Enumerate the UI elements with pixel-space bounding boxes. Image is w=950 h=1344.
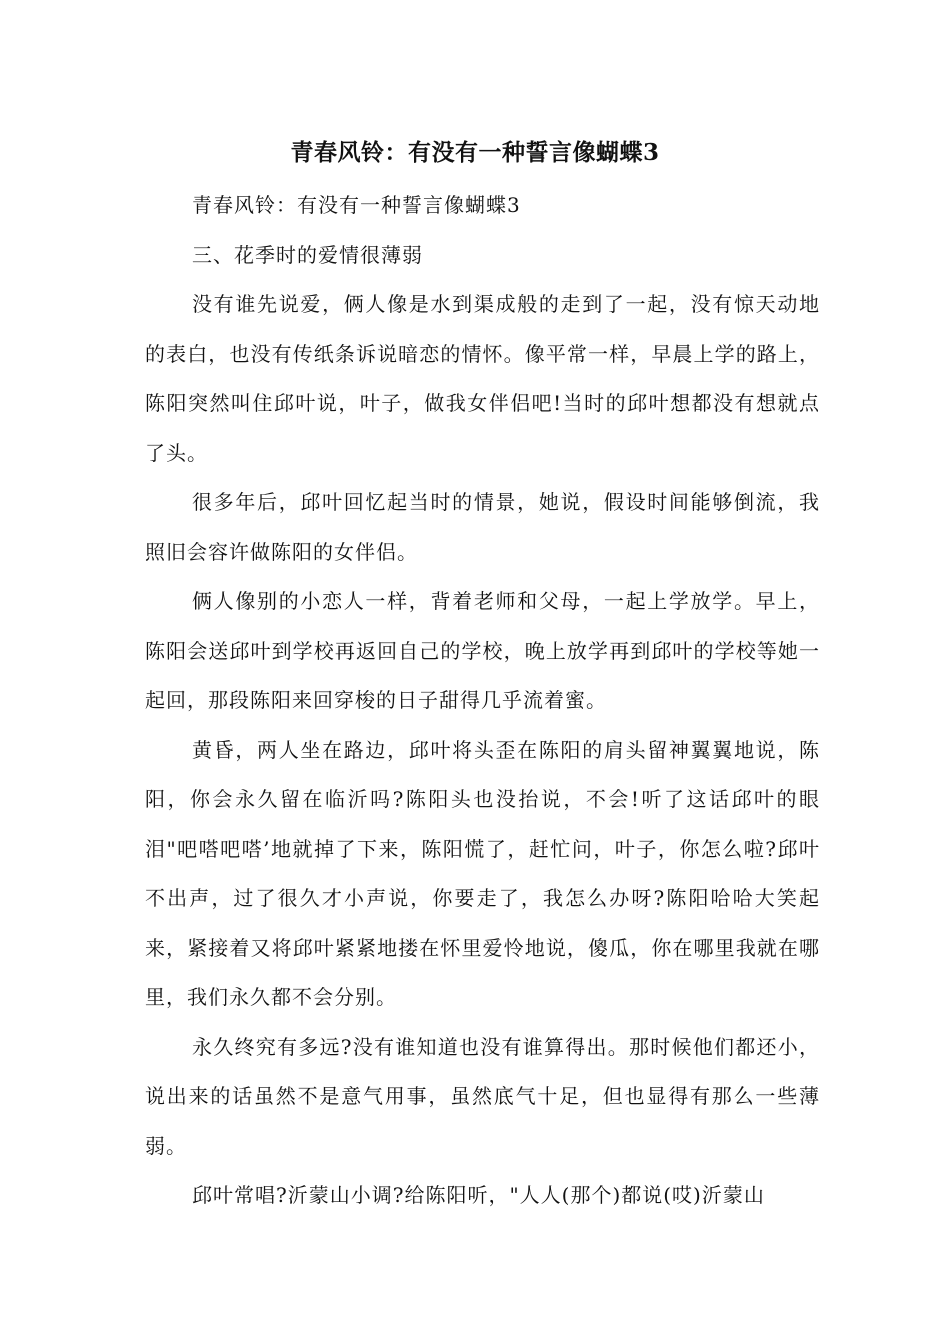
document-title: 青春风铃：有没有一种誓言像蝴蝶3 bbox=[290, 139, 660, 166]
paragraph: 邱叶常唱?沂蒙山小调?给陈阳听，"人人(那个)都说(哎)沂蒙山 bbox=[192, 1183, 765, 1207]
paragraph: 俩人像别的小恋人一样，背着老师和父母，一起上学放学。早上，陈阳会送邱叶到学校再返回自己的学校，晚上放学再到邱叶的学校等她一起回，那段陈阳来回穿梭的日子甜得几乎流着蜜。 bbox=[145, 589, 820, 712]
paragraph-subtitle: 青春风铃：有没有一种誓言像蝴蝶3 bbox=[192, 193, 521, 217]
paragraph: 没有谁先说爱，俩人像是水到渠成般的走到了一起，没有惊天动地的表白，也没有传纸条诉说暗恋的情怀。像平常一样，早晨上学的路上，陈阳突然叫住邱叶说，叶子，做我女伴侣吧!当时的邱叶想都没有想就点了头。 bbox=[145, 292, 820, 465]
paragraph-section-heading: 三、花季时的爱情很薄弱 bbox=[192, 242, 423, 267]
paragraph: 永久终究有多远?没有谁知道也没有谁算得出。那时候他们都还小，说出来的话虽然不是意气用事，虽然底气十足，但也显得有那么一些薄弱。 bbox=[145, 1034, 820, 1158]
paragraph: 很多年后，邱叶回忆起当时的情景，她说，假设时间能够倒流，我照旧会容许做陈阳的女伴侣。 bbox=[145, 490, 820, 564]
document-body bbox=[145, 181, 820, 1221]
paragraph: 黄昏，两人坐在路边，邱叶将头歪在陈阳的肩头留神翼翼地说，陈阳，你会永久留在临沂吗?陈阳头也没抬说，不会!听了这话邱叶的眼泪"吧嗒吧嗒’地就掉了下来，陈阳慌了，赶忙问，叶子，你怎么啦?邱叶不出声，过了很久才小声说，你要走了，我怎么办呀?陈阳哈哈大笑起来，紧接着又将邱叶紧紧地搂在怀里爱怜地说，傻瓜，你在哪里我就在哪里，我们永久都不会分别。 bbox=[145, 737, 820, 1009]
